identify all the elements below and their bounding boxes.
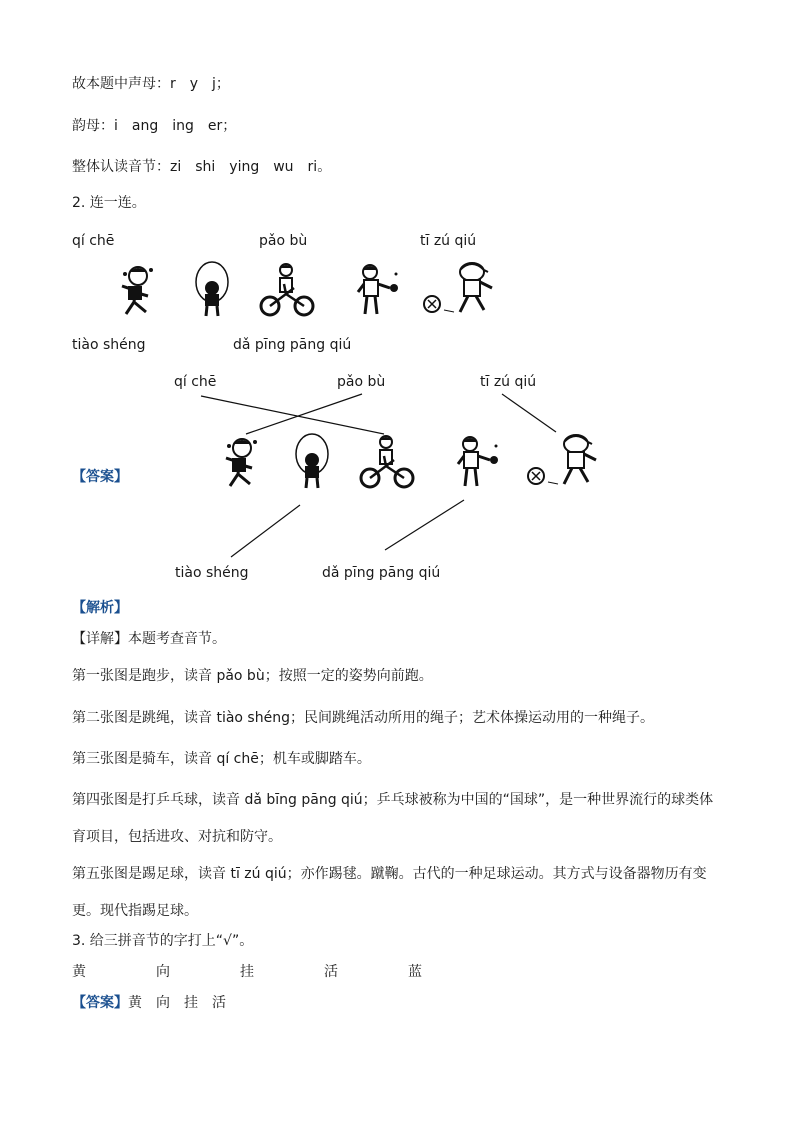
initials-line: 故本题中声母：r y j； — [72, 76, 230, 92]
pinyin-dapingpangqiu: dǎ pīng pāng qiú — [233, 337, 352, 353]
explanation-3: 第三张图是骑车，读音 qí chē；机车或脚踏车。 — [72, 751, 371, 767]
answer-pinyin-dapingpangqiu: dǎ pīng pāng qiú — [322, 565, 441, 581]
explanation-4b: 育项目，包括进攻、对抗和防守。 — [72, 829, 282, 845]
question-2: 2. 连一连。 — [72, 195, 146, 211]
question-3: 3. 给三拼音节的字打上“√”。 — [72, 933, 254, 949]
finals-line: 韵母：i ang ing er； — [72, 118, 237, 134]
answer-ping-pong-child-image — [452, 434, 502, 492]
answer-running-child-image — [222, 434, 266, 492]
pinyin-tiaosheng: tiào shéng — [72, 337, 146, 353]
detail-line: 【详解】本题考查音节。 — [72, 631, 226, 647]
explanation-2: 第二张图是跳绳，读音 tiào shéng；民间跳绳活动所用的绳子；艺术体操运动用的一种绳子。 — [72, 710, 654, 726]
answer-tag: 【答案】 — [72, 469, 128, 485]
analysis-tag: 【解析】 — [72, 600, 128, 616]
answer-pinyin-qiche: qí chē — [174, 374, 217, 390]
q3-char-4: 活 — [324, 964, 338, 980]
answer-cycling-child-image — [358, 434, 418, 492]
explanation-1: 第一张图是跑步，读音 pǎo bù；按照一定的姿势向前跑。 — [72, 668, 433, 684]
whole-syllables-line: 整体认读音节：zi shi ying wu ri。 — [72, 159, 332, 175]
explanation-5a: 第五张图是踢足球，读音 tī zú qiú；亦作踢毬。蹴鞠。古代的一种足球运动。其方式与设备器物历有变 — [72, 866, 707, 882]
q3-char-3: 挂 — [240, 964, 254, 980]
pinyin-qiche: qí chē — [72, 233, 115, 249]
explanation-4a: 第四张图是打乒乓球，读音 dǎ bīng pāng qiú；乒乓球被称为中国的“国球”，是一种世界流行的球类体 — [72, 792, 714, 808]
answer-pinyin-tizuqiu: tī zú qiú — [480, 374, 537, 390]
answer-3-tag: 【答案】 — [72, 995, 128, 1011]
answer-football-child-image — [524, 432, 604, 492]
q3-char-1: 黄 — [72, 964, 86, 980]
answer-pinyin-tiaosheng: tiào shéng — [175, 565, 249, 581]
answer-3-line — [72, 993, 226, 1013]
pinyin-paobu: pǎo bù — [259, 233, 308, 249]
answer-pinyin-paobu: pǎo bù — [337, 374, 386, 390]
pinyin-tizuqiu: tī zú qiú — [420, 233, 477, 249]
answer-3-text: 黄 向 挂 活 — [128, 995, 226, 1011]
answer-rope-skipping-child-image — [290, 432, 334, 492]
q3-char-5: 蓝 — [408, 964, 422, 980]
explanation-5b: 更。现代指踢足球。 — [72, 903, 198, 919]
q3-char-2: 向 — [156, 964, 170, 980]
